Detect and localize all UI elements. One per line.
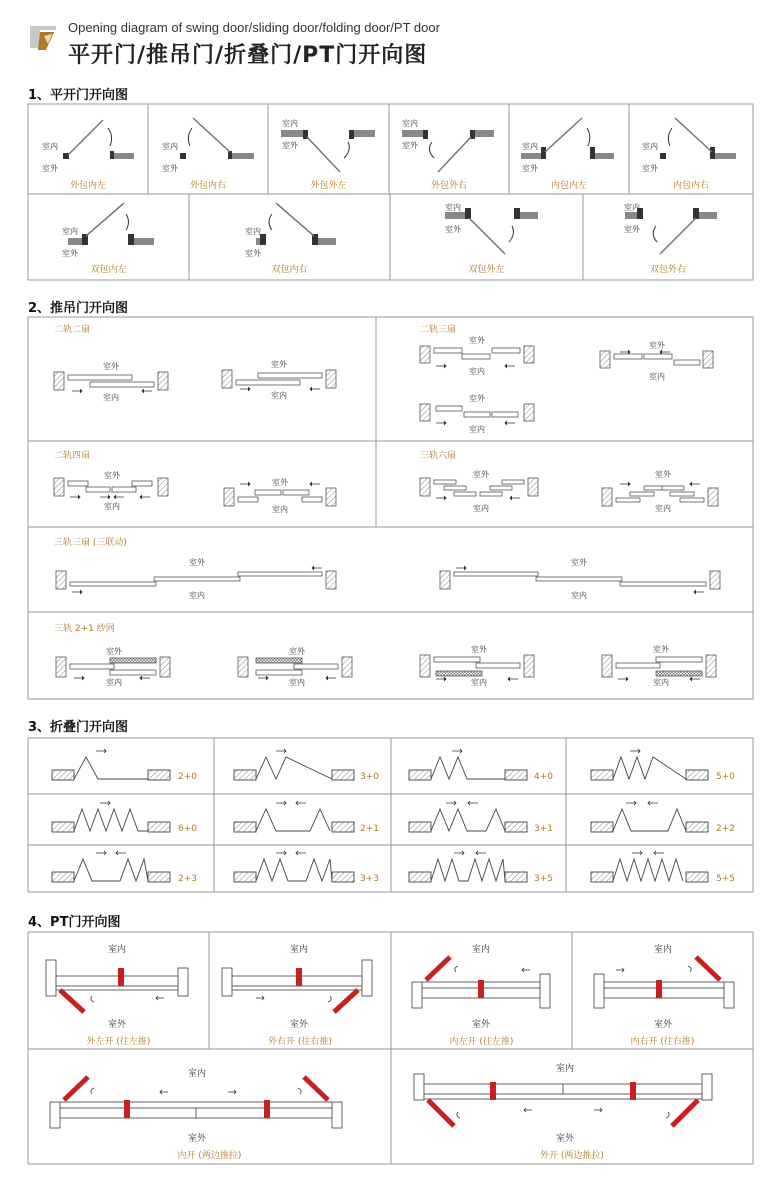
caption-6: 内包内右: [672, 181, 709, 191]
s1c6-outdoor: 室外: [642, 164, 658, 173]
s1c10-indoor: 室内: [624, 203, 640, 212]
s2-p5a-indoor: 室内: [189, 591, 205, 600]
fold-code-1: 2+0: [178, 772, 197, 782]
section-1-heading: 1、平开门开向图: [28, 88, 129, 103]
swing-cell-1: [63, 120, 134, 159]
folding-arrows: [96, 749, 664, 855]
fold-code-11: 3+5: [534, 874, 553, 884]
s2-p4b-indoor: 室内: [655, 504, 671, 513]
swing-cell-6: [660, 118, 736, 159]
caption-5: 内包内左: [550, 181, 587, 191]
swing-cell-2: [180, 118, 254, 159]
sliding-p4-diagrams: [420, 478, 718, 506]
swing-cell-4: [402, 130, 494, 172]
folding-door-grid: [28, 738, 753, 892]
sliding-title-p5: 三轨三扇 (三联动): [54, 538, 127, 548]
sliding-p6-diagrams: [56, 655, 716, 677]
caption-2: 外包内右: [189, 181, 226, 191]
sliding-p5-diagrams: [56, 571, 720, 589]
pt-caption-6: 外开 (两边推拉): [540, 1151, 604, 1161]
caption-1: 外包内左: [69, 181, 106, 191]
s2-p2c-indoor: 室内: [469, 425, 485, 434]
sliding-p2-diagrams: [420, 346, 713, 421]
caption-8: 双包内右: [271, 265, 308, 275]
swing-cell-7: [68, 203, 154, 245]
section-4-heading: 4、PT门开向图: [28, 915, 121, 930]
s2-p2b-outdoor: 室外: [649, 341, 665, 350]
fold-code-2: 3+0: [360, 772, 379, 782]
s2-p4a-outdoor: 室外: [473, 470, 489, 479]
sliding-title-p6: 三轨 2+1 纱网: [54, 624, 115, 634]
s2-p6a-outdoor: 室外: [106, 647, 122, 656]
s2-p1b-indoor: 室内: [271, 391, 287, 400]
s2-p2a-indoor: 室内: [469, 367, 485, 376]
s2-p6c-outdoor: 室外: [471, 645, 487, 654]
s1c4-outdoor: 室外: [402, 141, 418, 150]
s2-p6b-outdoor: 室外: [289, 647, 305, 656]
caption-3: 外包外左: [310, 181, 347, 191]
page-title: 平开门/推吊门/折叠门/PT门开向图: [68, 43, 428, 68]
pt1-outdoor: 室外: [108, 1020, 127, 1030]
s2-p3b-indoor: 室内: [272, 505, 288, 514]
caption-7: 双包内左: [90, 265, 127, 275]
sliding-title-p2: 二轨三扇: [420, 325, 457, 335]
fold-code-12: 5+5: [716, 874, 735, 884]
caption-9: 双包外左: [468, 265, 505, 275]
s1c1-indoor: 室内: [42, 142, 58, 151]
pt-caption-4: 内右开 (往右推): [630, 1037, 695, 1047]
s2-p4b-outdoor: 室外: [655, 470, 671, 479]
s1c5-indoor: 室内: [522, 142, 538, 151]
pt5-outdoor: 室外: [188, 1134, 207, 1144]
caption-10: 双包外右: [649, 265, 686, 275]
s1c4-indoor: 室内: [402, 119, 418, 128]
sliding-p1-diagrams: [54, 370, 336, 390]
s2-p5b-indoor: 室内: [571, 591, 587, 600]
s2-p3a-indoor: 室内: [104, 502, 120, 511]
subtitle-en: Opening diagram of swing door/sliding door/folding door/PT door: [68, 20, 440, 35]
s2-p2c-outdoor: 室外: [469, 394, 485, 403]
s1c9-indoor: 室内: [445, 203, 461, 212]
fold-code-9: 2+3: [178, 874, 197, 884]
fold-code-3: 4+0: [534, 772, 553, 782]
s2-p1b-outdoor: 室外: [271, 360, 287, 369]
swing-cell-3: [281, 130, 375, 172]
s1c6-indoor: 室内: [642, 142, 658, 151]
sliding-title-p3: 二轨四扇: [54, 451, 91, 461]
pt3-indoor: 室内: [472, 945, 491, 955]
s1c8-outdoor: 室外: [245, 249, 261, 258]
s2-p6d-indoor: 室内: [653, 678, 669, 687]
fold-code-5: 6+0: [178, 824, 197, 834]
s1c5-outdoor: 室外: [522, 164, 538, 173]
s1c2-outdoor: 室外: [162, 164, 178, 173]
s2-p6a-indoor: 室内: [106, 678, 122, 687]
s2-p2a-outdoor: 室外: [469, 336, 485, 345]
s1c7-indoor: 室内: [62, 227, 78, 236]
pt6-outdoor: 室外: [556, 1134, 575, 1144]
s2-p3b-outdoor: 室外: [272, 478, 288, 487]
s1c1-outdoor: 室外: [42, 164, 58, 173]
s2-p6c-indoor: 室内: [471, 678, 487, 687]
pt-caption-5: 内开 (两边推拉): [177, 1151, 242, 1161]
s2-p3a-outdoor: 室外: [104, 471, 120, 480]
sliding-arrows: [70, 350, 704, 681]
s1c3-outdoor: 室外: [282, 141, 298, 150]
pt3-outdoor: 室外: [472, 1020, 491, 1030]
sliding-p3-diagrams: [54, 478, 336, 506]
pt5-indoor: 室内: [188, 1069, 207, 1079]
fold-code-6: 2+1: [360, 824, 379, 834]
s2-p6b-indoor: 室内: [289, 678, 305, 687]
swing-cell-5: [521, 118, 614, 159]
s1c8-indoor: 室内: [245, 227, 261, 236]
pt-caption-3: 内左开 (往左推): [449, 1037, 514, 1047]
s2-p2b-indoor: 室内: [649, 372, 665, 381]
fold-code-8: 2+2: [716, 824, 735, 834]
swing-cell-8: [256, 203, 336, 245]
pt-door-grid: [28, 932, 753, 1164]
s2-p1a-indoor: 室内: [103, 393, 119, 402]
pt-caption-1: 外左开 (往左推): [86, 1037, 151, 1047]
section-2-heading: 2、推吊门开向图: [28, 301, 129, 316]
fold-code-7: 3+1: [534, 824, 553, 834]
fold-code-10: 3+3: [360, 874, 379, 884]
fold-code-4: 5+0: [716, 772, 735, 782]
folding-diagrams: [52, 757, 708, 882]
pt6-indoor: 室内: [556, 1064, 575, 1074]
pt4-outdoor: 室外: [654, 1020, 673, 1030]
s2-p5a-outdoor: 室外: [189, 558, 205, 567]
s1c2-indoor: 室内: [162, 142, 178, 151]
pt-caption-2: 外右开 (往右推): [268, 1037, 332, 1047]
swing-door-grid: [28, 104, 753, 280]
s2-p6d-outdoor: 室外: [653, 645, 669, 654]
pt1-indoor: 室内: [108, 945, 127, 955]
s1c7-outdoor: 室外: [62, 249, 78, 258]
s1c9-outdoor: 室外: [445, 225, 461, 234]
pt2-indoor: 室内: [290, 945, 309, 955]
sliding-title-p1: 二轨二扇: [54, 325, 91, 335]
pt4-indoor: 室内: [654, 945, 673, 955]
s1c10-outdoor: 室外: [624, 225, 640, 234]
s1c3-indoor: 室内: [282, 119, 298, 128]
s2-p5b-outdoor: 室外: [571, 558, 587, 567]
caption-4: 外包外右: [430, 181, 467, 191]
pt2-outdoor: 室外: [290, 1020, 309, 1030]
s2-p1a-outdoor: 室外: [103, 362, 119, 371]
sliding-title-p4: 三轨六扇: [420, 451, 457, 461]
sliding-door-grid: [28, 317, 753, 699]
s2-p4a-indoor: 室内: [473, 504, 489, 513]
section-3-heading: 3、折叠门开向图: [28, 720, 129, 735]
